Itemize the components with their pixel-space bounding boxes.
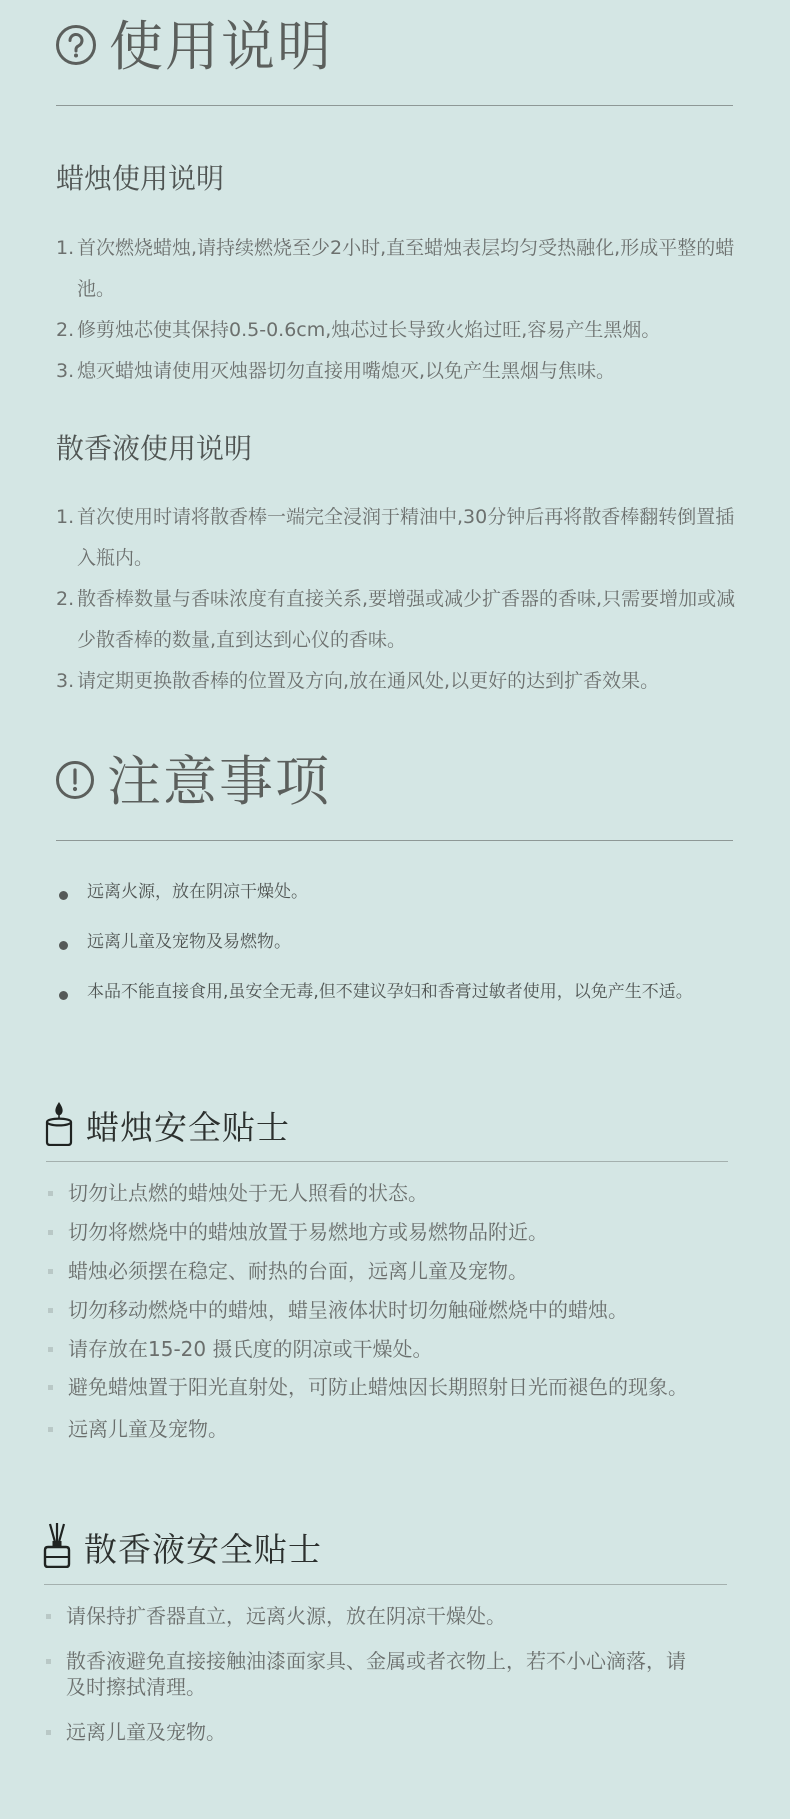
usage-divider bbox=[56, 105, 733, 106]
diffuser-tips-title: 散香液安全贴士 bbox=[84, 1529, 322, 1569]
list-item: 蜡烛必须摆在稳定、耐热的台面，远离儿童及宠物。 bbox=[46, 1258, 746, 1284]
diffuser-tips-list bbox=[44, 1603, 704, 1745]
reed-diffuser-icon bbox=[42, 1522, 72, 1572]
list-item: 3. 熄灭蜡烛请使用灭烛器切勿直接用嘴熄灭,以免产生黑烟与焦味。 bbox=[56, 360, 616, 382]
bullet-square bbox=[48, 1308, 53, 1313]
diffuser-usage-list bbox=[56, 497, 736, 702]
bullet-square bbox=[48, 1385, 53, 1390]
bullet-square bbox=[48, 1427, 53, 1432]
notice-section-header bbox=[55, 750, 331, 813]
bullet-square bbox=[46, 1730, 51, 1735]
list-item: 切勿移动燃烧中的蜡烛，蜡呈液体状时切勿触碰燃烧中的蜡烛。 bbox=[46, 1297, 746, 1323]
list-item: 远离儿童及宠物。 bbox=[46, 1416, 746, 1442]
list-item: 远离火源，放在阴凉干燥处。 bbox=[56, 882, 756, 932]
question-circle-icon bbox=[55, 24, 97, 70]
candle-usage-list bbox=[56, 228, 736, 392]
usage-section-header bbox=[55, 15, 333, 78]
candle-tips-header bbox=[44, 1100, 290, 1150]
diffuser-tips-divider bbox=[44, 1584, 727, 1585]
candle-usage-title: 蜡烛使用说明 bbox=[56, 162, 225, 195]
list-item: 2. 散香棒数量与香味浓度有直接关系,要增强或减少扩香器的香味,只需要增加或减少散香棒的数量,直到达到心仪的香味。 bbox=[56, 588, 736, 651]
list-item: 请存放在15-20 摄氏度的阴凉或干燥处。 bbox=[46, 1336, 746, 1362]
bullet-square bbox=[48, 1269, 53, 1274]
bullet-square bbox=[48, 1191, 53, 1196]
candle-tips-list bbox=[46, 1180, 746, 1442]
candle-tips-divider bbox=[46, 1161, 728, 1162]
list-item: 1. 首次使用时请将散香棒一端完全浸润于精油中,30分钟后再将散香棒翻转倒置插入瓶内。 bbox=[56, 506, 735, 569]
bullet-square bbox=[48, 1347, 53, 1352]
candle-icon bbox=[44, 1100, 74, 1150]
list-item: 请保持扩香器直立，远离火源，放在阴凉干燥处。 bbox=[44, 1603, 704, 1629]
bullet-dot bbox=[59, 991, 68, 1000]
list-item: 2. 修剪烛芯使其保持0.5-0.6cm,烛芯过长导致火焰过旺,容易产生黑烟。 bbox=[56, 319, 661, 341]
notice-list bbox=[56, 882, 756, 1032]
list-item: 切勿让点燃的蜡烛处于无人照看的状态。 bbox=[46, 1180, 746, 1206]
list-item: 远离儿童及宠物。 bbox=[44, 1719, 704, 1745]
diffuser-tips-header bbox=[42, 1522, 322, 1572]
exclamation-circle-icon bbox=[55, 760, 95, 804]
bullet-square bbox=[48, 1230, 53, 1235]
usage-title: 使用说明 bbox=[109, 15, 333, 78]
bullet-square bbox=[46, 1659, 51, 1664]
diffuser-usage-title: 散香液使用说明 bbox=[56, 432, 253, 465]
notice-divider bbox=[56, 840, 733, 841]
list-item: 切勿将燃烧中的蜡烛放置于易燃地方或易燃物品附近。 bbox=[46, 1219, 746, 1245]
list-item: 散香液避免直接接触油漆面家具、金属或者衣物上，若不小心滴落，请及时擦拭清理。 bbox=[44, 1648, 704, 1700]
list-item: 1. 首次燃烧蜡烛,请持续燃烧至少2小时,直至蜡烛表层均匀受热融化,形成平整的蜡池。 bbox=[56, 237, 735, 300]
candle-tips-title: 蜡烛安全贴士 bbox=[86, 1107, 290, 1147]
notice-title: 注意事项 bbox=[107, 750, 331, 813]
bullet-square bbox=[46, 1614, 51, 1619]
bullet-dot bbox=[59, 941, 68, 950]
bullet-dot bbox=[59, 891, 68, 900]
list-item: 远离儿童及宠物及易燃物。 bbox=[56, 932, 756, 982]
list-item: 本品不能直接食用,虽安全无毒,但不建议孕妇和香膏过敏者使用，以免产生不适。 bbox=[56, 982, 756, 1032]
list-item: 避免蜡烛置于阳光直射处，可防止蜡烛因长期照射日光而褪色的现象。 bbox=[46, 1374, 746, 1400]
list-item: 3. 请定期更换散香棒的位置及方向,放在通风处,以更好的达到扩香效果。 bbox=[56, 670, 660, 692]
